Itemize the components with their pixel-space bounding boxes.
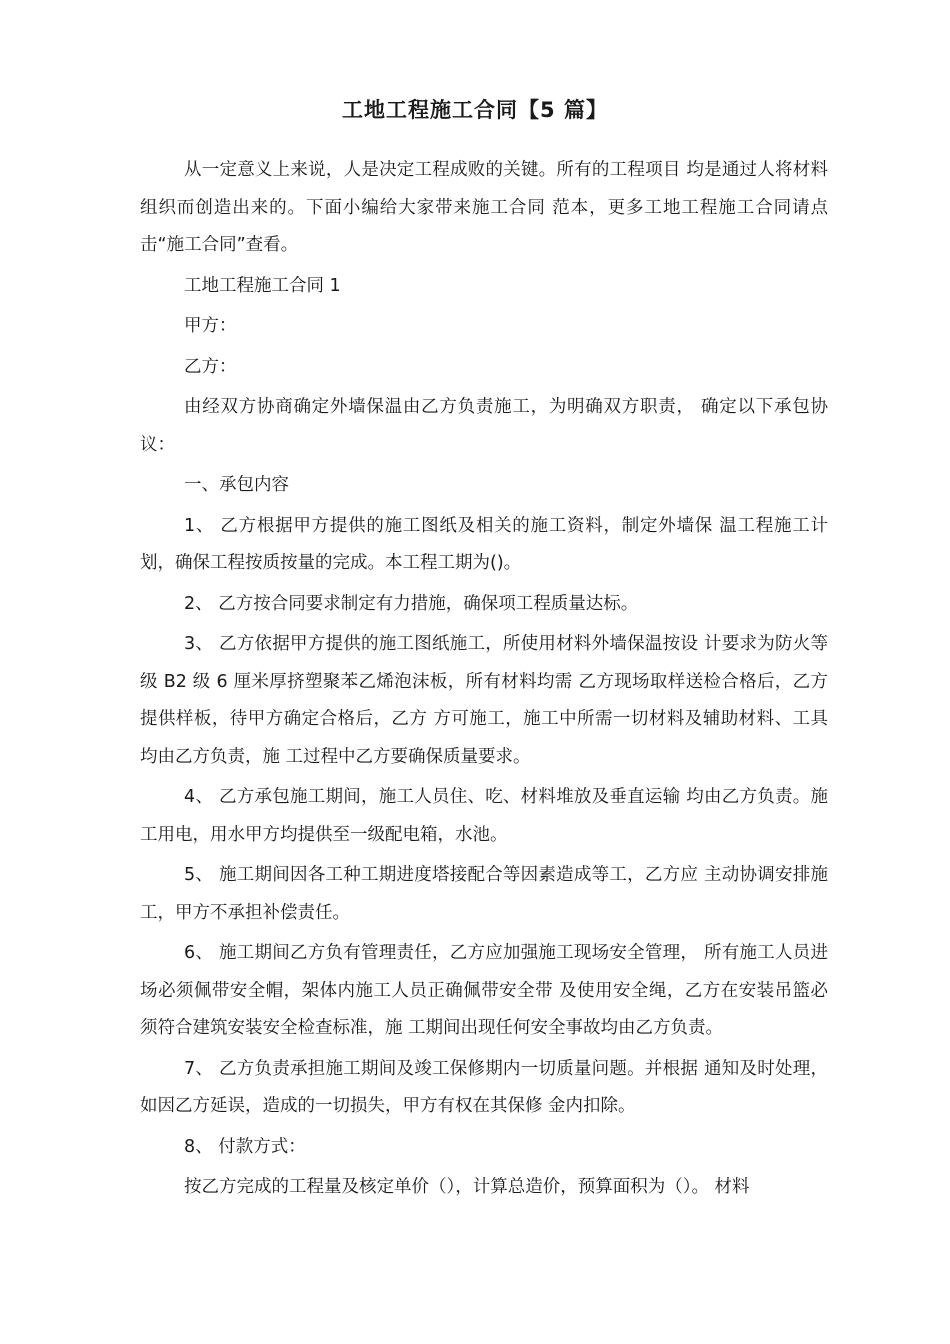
clause-5: 5、 施工期间因各工种工期进度塔接配合等因素造成等工，乙方应 主动协调安排施工，甲方不承担补偿责任。 (140, 865, 828, 923)
clause-2: 2、 乙方按合同要求制定有力措施，确保项工程质量达标。 (184, 593, 639, 614)
paragraph-party-a: 甲方： (184, 316, 237, 336)
clause-7: 7、 乙方负责承担施工期间及竣工保修期内一切质量问题。并根据 通知及时处理，如因乙方延误，造成的一切损失，甲方有权在其保修 金内扣除。 (140, 1058, 828, 1116)
document-title: 工地工程施工合同【5 篇】 (342, 98, 608, 122)
document-body (140, 152, 828, 1210)
section-heading-contract-content: 一、承包内容 (184, 475, 289, 495)
paragraph-intro: 从一定意义上来说，人是决定工程成败的关键。所有的工程项目 均是通过人将材料组织而创造出来的。下面小编给大家带来施工合同 范本，更多工地工程施工合同请点击“施工合同”查看。 (140, 160, 828, 255)
paragraph-payment-detail: 按乙方完成的工程量及核定单价（），计算总造价，预算面积为（）。 材料 (184, 1177, 750, 1197)
clause-1: 1、 乙方根据甲方提供的施工图纸及相关的施工资料，制定外墙保 温工程施工计划，确保工程按质按量的完成。本工程工期为()。 (140, 515, 828, 573)
paragraph-contract-heading: 工地工程施工合同 1 (184, 275, 341, 296)
clause-6: 6、 施工期间乙方负有管理责任，乙方应加强施工现场安全管理， 所有施工人员进场必须佩带安全帽，架体内施工人员正确佩带安全带 及使用安全绳，乙方在安装吊篮必须符合建筑安装安全检查标准，施 工期间出现任何安全事故均由乙方负责。 (140, 943, 828, 1038)
clause-8: 8、 付款方式： (184, 1136, 306, 1157)
clause-3: 3、 乙方依据甲方提供的施工图纸施工，所使用材料外墙保温按设 计要求为防火等级 B2 级 6 厘米厚挤塑聚苯乙烯泡沫板，所有材料均需 乙方现场取样送检合格后，乙方提供样板，待甲方确定合格后，乙方 方可施工，施工中所需一切材料及辅助材料、工具均由乙方负责，施 工过程中乙方要确保质量要求。 (140, 634, 828, 767)
clause-4: 4、 乙方承包施工期间，施工人员住、吃、材料堆放及垂直运输 均由乙方负责。施工用电，用水甲方均提供至一级配电箱，水池。 (140, 787, 828, 845)
paragraph-party-b: 乙方： (184, 356, 237, 377)
paragraph-agreement-intro: 由经双方协商确定外墙保温由乙方负责施工，为明确双方职责， 确定以下承包协议： (140, 397, 828, 455)
